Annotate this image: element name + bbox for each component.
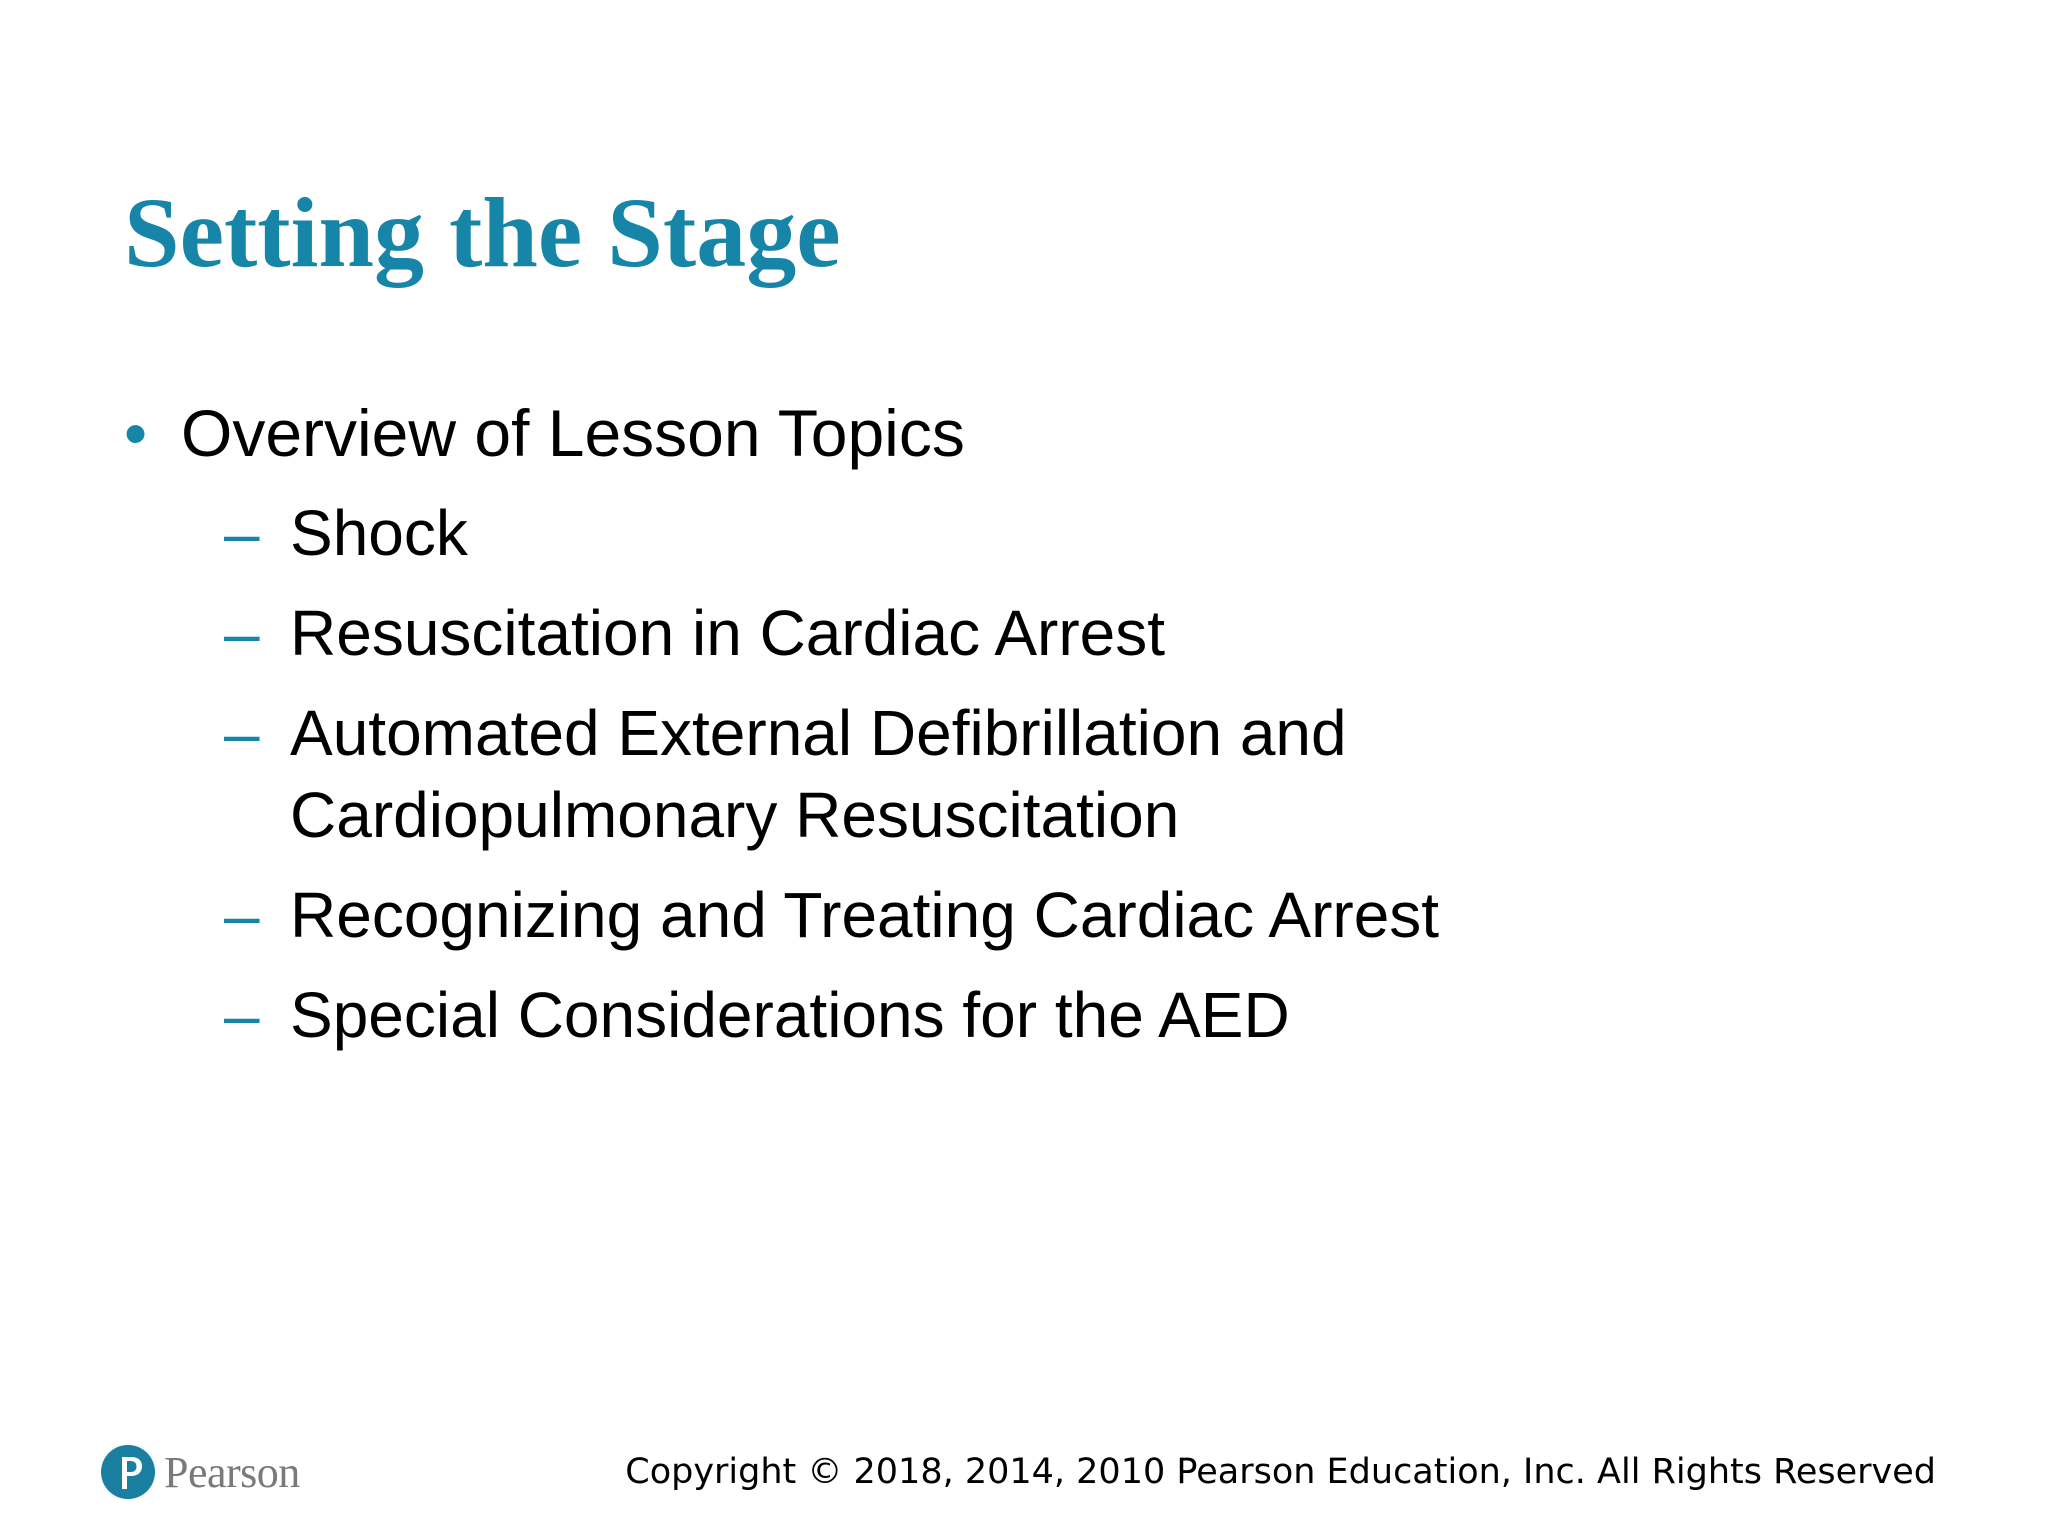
sub-bullet-item	[124, 492, 1439, 574]
dash-marker: –	[224, 497, 260, 569]
sub-bullet-list	[124, 492, 1439, 1056]
sub-bullet-item	[124, 874, 1439, 956]
sub-bullet-item	[124, 974, 1439, 1056]
sub-bullet-text-continued: Cardiopulmonary Resuscitation	[290, 779, 1180, 851]
pearson-wordmark: Pearson	[164, 1447, 300, 1497]
dash-marker: –	[224, 879, 260, 951]
dash-marker: –	[224, 697, 260, 769]
copyright-notice: Copyright © 2018, 2014, 2010 Pearson Education, Inc. All Rights Reserved	[625, 1452, 1936, 1492]
sub-bullet-text: Special Considerations for the AED	[290, 979, 1290, 1051]
pearson-p-icon	[100, 1441, 156, 1503]
sub-bullet-text: Shock	[290, 497, 468, 569]
sub-bullet-item	[124, 692, 1439, 856]
bullet-list	[124, 392, 1439, 1074]
bullet-text: Overview of Lesson Topics	[181, 396, 965, 470]
dash-marker: –	[224, 979, 260, 1051]
sub-bullet-text: Automated External Defibrillation and	[290, 697, 1347, 769]
bullet-marker: •	[124, 396, 148, 470]
bullet-item	[124, 392, 1439, 1056]
bullet-row	[124, 392, 1439, 474]
sub-bullet-text: Recognizing and Treating Cardiac Arrest	[290, 879, 1440, 951]
slide-title: Setting the Stage	[124, 177, 841, 288]
sub-bullet-item	[124, 592, 1439, 674]
pearson-logo	[100, 1440, 300, 1504]
dash-marker: –	[224, 597, 260, 669]
sub-bullet-text: Resuscitation in Cardiac Arrest	[290, 597, 1166, 669]
